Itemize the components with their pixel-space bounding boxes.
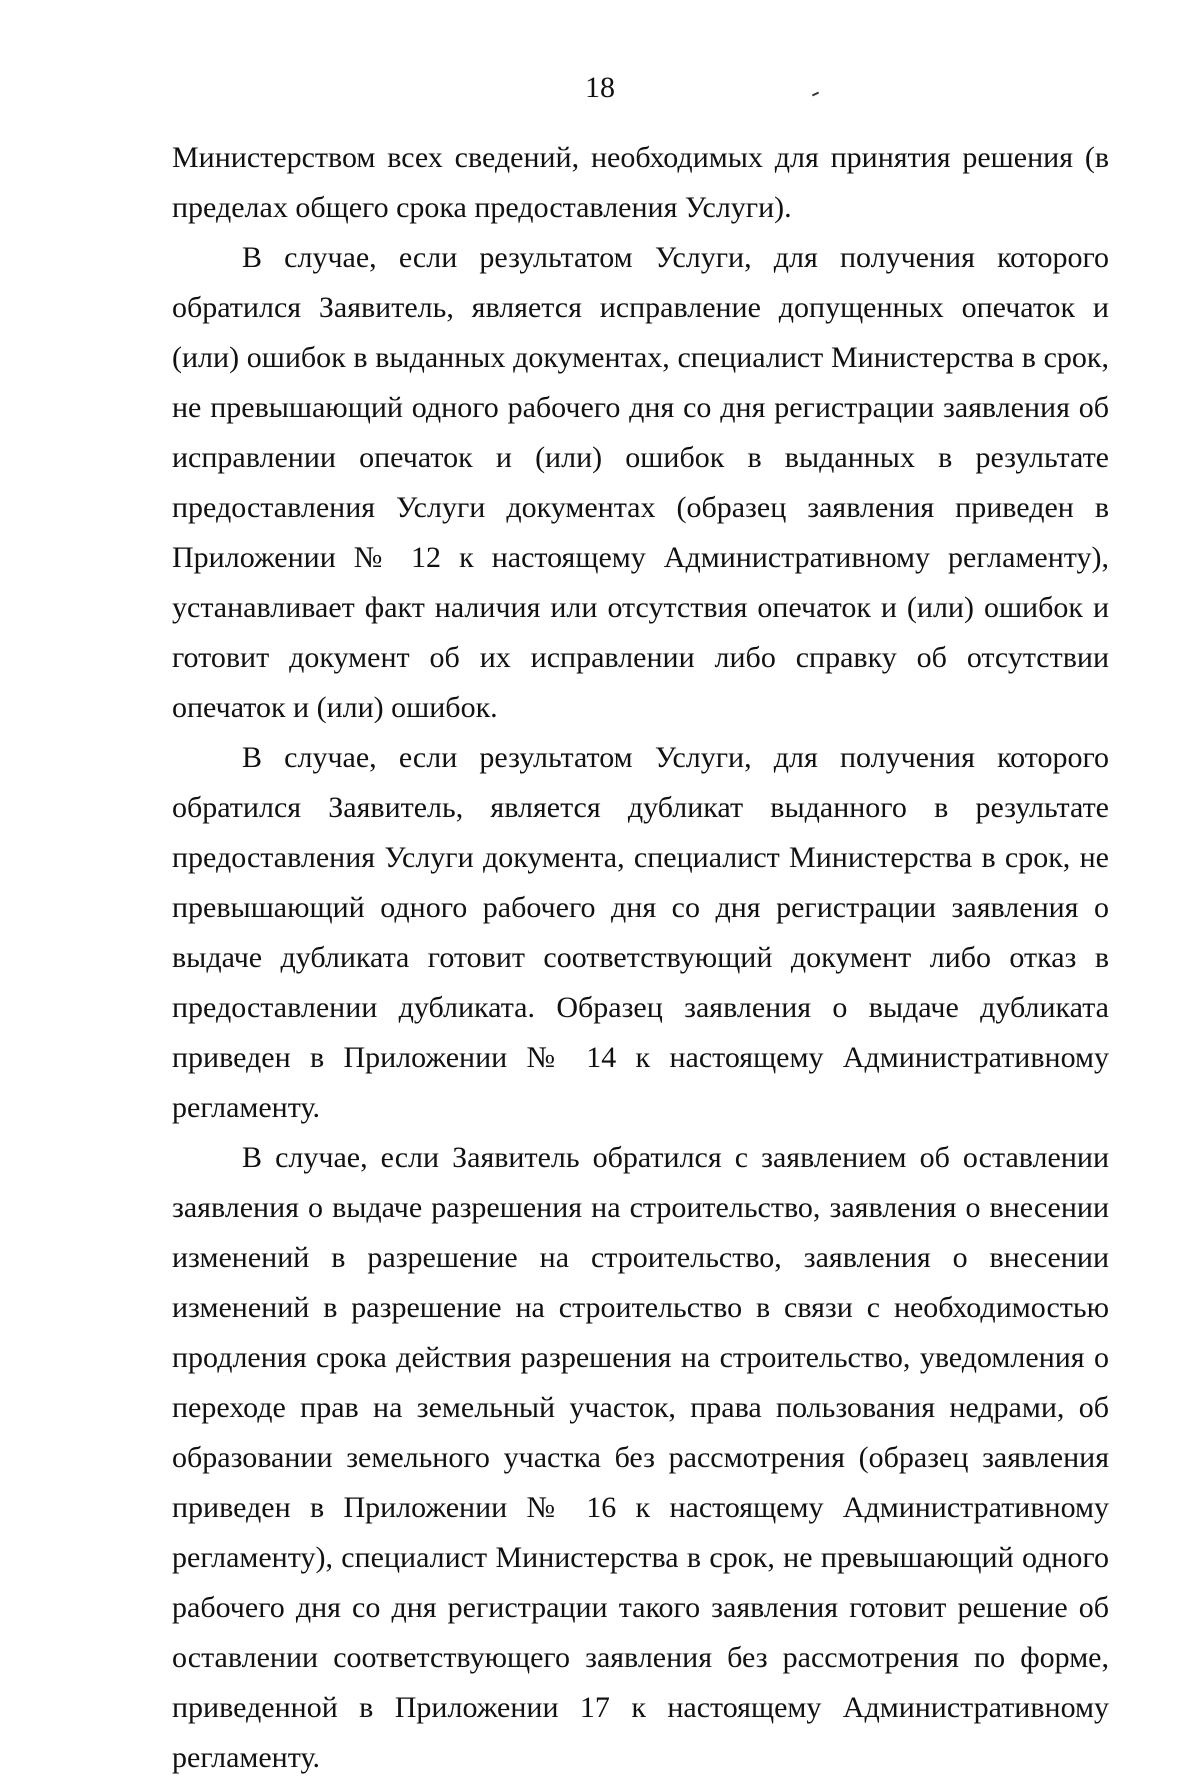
paragraph-typo-correction: В случае, если результатом Услуги, для получения которого обратился Заявитель, является исправление допущенных опечаток и (или) ошибок в выданных документах, специалист Министерства в срок, не превышающий одного рабочего дня со дня регистрации заявления об исправлении опечаток и (или) ошибок в выданных в результате предоставления Услуги документах (образец заявления приведен в Приложении № 12 к настоящему Административному регламенту), устанавливает факт наличия или отсутствия опечаток и (или) ошибок и готовит документ об их исправлении либо справку об отсутствии опечаток и (или) ошибок. <box>172 241 1109 724</box>
paragraph-continuation: Министерством всех сведений, необходимых для принятия решения (в пределах общего срока предоставления Услуги). <box>172 141 1109 224</box>
body-text <box>172 133 1109 1783</box>
paragraph-duplicate: В случае, если результатом Услуги, для получения которого обратился Заявитель, является дубликат выданного в результате предоставления Услуги документа, специалист Министерства в срок, не превышающий одного рабочего дня со дня регистрации заявления о выдаче дубликата готовит соответствующий документ либо отказ в предоставлении дубликата. Образец заявления о выдаче дубликата приведен в Приложении № 14 к настоящему Административному регламенту. <box>172 741 1109 1124</box>
page-number: 18 <box>585 71 615 104</box>
paragraph-leave-without-consideration: В случае, если Заявитель обратился с заявлением об оставлении заявления о выдаче разрешения на строительство, заявления о внесении изменений в разрешение на строительство, заявления о внесении изменений в разрешение на строительство в связи с необходимостью продления срока действия разрешения на строительство, уведомления о переходе прав на земельный участок, права пользования недрами, об образовании земельного участка без рассмотрения (образец заявления приведен в Приложении № 16 к настоящему Административному регламенту), специалист Министерства в срок, не превышающий одного рабочего дня со дня регистрации такого заявления готовит решение об оставлении соответствующего заявления без рассмотрения по форме, приведенной в Приложении 17 к настоящему Административному регламенту. <box>172 1141 1109 1774</box>
